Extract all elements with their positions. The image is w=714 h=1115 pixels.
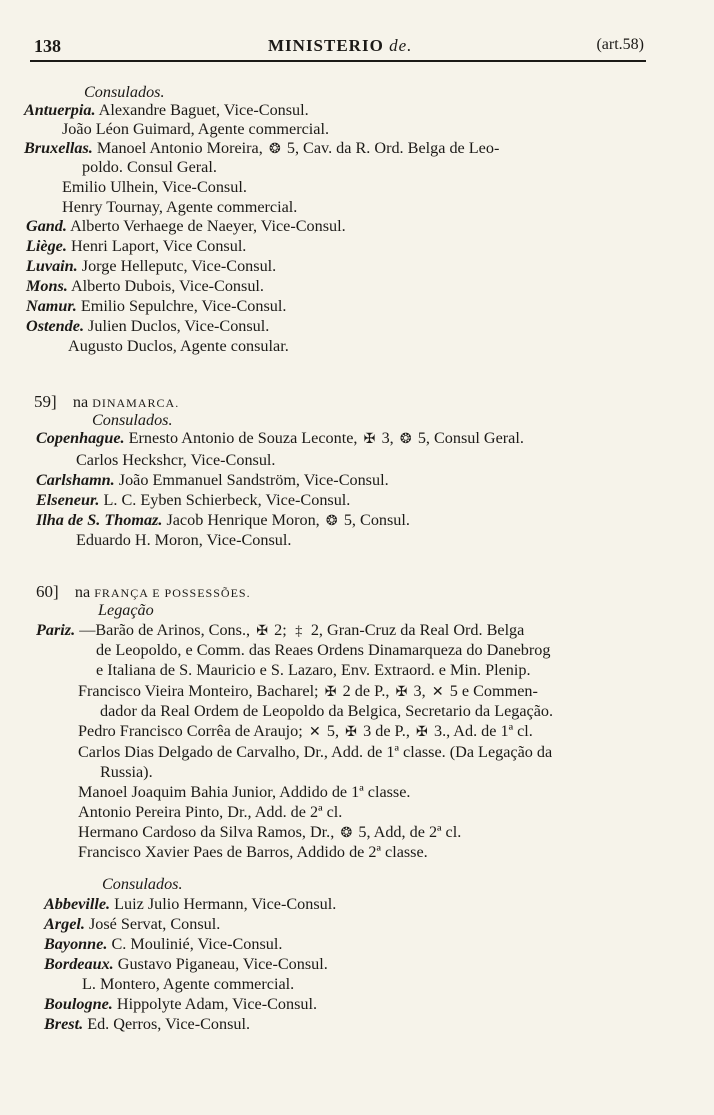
entry-line xyxy=(36,510,410,532)
entry-line xyxy=(36,428,524,450)
section-country: FRANÇA E POSSESSÕES. xyxy=(94,586,251,600)
entry-text: 5, Add, de 2ª cl. xyxy=(354,823,462,841)
city-name: Abbeville. xyxy=(44,895,111,913)
city-name: Boulogne. xyxy=(44,995,113,1013)
city-name: Brest. xyxy=(44,1015,84,1033)
entry-line: Manoel Joaquim Bahia Junior, Addido de 1ª classe. xyxy=(78,783,411,801)
entry-text: Emilio Sepulchre, Vice-Consul. xyxy=(76,297,287,315)
order-cross-icon: ✠ xyxy=(363,432,376,447)
city-name: Antuerpia. xyxy=(24,101,96,119)
entry-text: 5, Cav. da R. Ord. Belga de Leo- xyxy=(282,139,500,157)
city-name: Mons. xyxy=(26,277,68,295)
entry-text: 3, xyxy=(409,682,430,700)
entry-line xyxy=(44,914,220,934)
entry-line xyxy=(78,822,461,844)
entry-line xyxy=(44,934,282,954)
entry-line: e Italiana de S. Mauricio e S. Lazaro, Env. Extraord. e Min. Plenip. xyxy=(96,661,531,679)
city-name: Namur. xyxy=(26,297,77,315)
section-heading-consulados: Consulados. xyxy=(102,875,183,893)
rosette-icon: ❂ xyxy=(399,432,412,447)
entry-line xyxy=(44,1014,250,1034)
entry-text: Manoel Antonio Moreira, xyxy=(92,139,267,157)
section-heading-legacao: Legação xyxy=(98,601,154,619)
entry-text: Luiz Julio Hermann, Vice-Consul. xyxy=(110,895,337,913)
entry-text: 3., Ad. de 1ª cl. xyxy=(429,722,533,740)
rosette-icon: ❂ xyxy=(325,514,338,529)
article-reference: (art.58) xyxy=(596,36,644,53)
entry-line xyxy=(36,470,389,490)
entry-line xyxy=(44,994,317,1014)
entry-line: poldo. Consul Geral. xyxy=(82,158,217,176)
city-name: Ostende. xyxy=(26,317,84,335)
entry-text: Ed. Qerros, Vice-Consul. xyxy=(83,1015,251,1033)
city-name: Elseneur. xyxy=(36,491,100,509)
entry-line: Augusto Duclos, Agente consular. xyxy=(68,337,289,355)
entry-line: Francisco Xavier Paes de Barros, Addido de 2ª classe. xyxy=(78,843,428,861)
city-name: Ilha de S. Thomaz. xyxy=(36,511,163,529)
star-icon: ✕ xyxy=(308,725,321,740)
entry-text: 5 e Commen- xyxy=(445,682,538,700)
entry-text: Jacob Henrique Moron, xyxy=(162,511,324,529)
entry-text: Pedro Francisco Corrêa de Araujo; xyxy=(78,722,307,740)
city-name: Carlshamn. xyxy=(36,471,115,489)
city-name: Bayonne. xyxy=(44,935,108,953)
city-name: Bordeaux. xyxy=(44,955,114,973)
entry-text: 2; xyxy=(270,621,291,639)
entry-text: Alexandre Baguet, Vice-Consul. xyxy=(95,101,309,119)
city-name: Liège. xyxy=(26,237,67,255)
section-country: DINAMARCA. xyxy=(92,396,180,410)
entry-text: Ernesto Antonio de Souza Leconte, xyxy=(124,429,362,447)
entry-line xyxy=(78,681,538,703)
section-heading-consulados: Consulados. xyxy=(84,83,165,101)
rosette-icon: ❂ xyxy=(340,826,353,841)
entry-text: Jorge Helleputc, Vice-Consul. xyxy=(77,257,277,275)
running-title-main: MINISTERIO xyxy=(268,36,384,55)
entry-text: 5, Consul. xyxy=(339,511,410,529)
order-cross-icon: ✠ xyxy=(416,725,428,740)
entry-text: 3, xyxy=(377,429,398,447)
section-prefix: na xyxy=(74,583,91,601)
entry-text: Alberto Verhaege de Naeyer, Vice-Consul. xyxy=(66,217,346,235)
entry-line: Henry Tournay, Agente commercial. xyxy=(62,198,298,216)
entry-text: Hippolyte Adam, Vice-Consul. xyxy=(112,995,318,1013)
entry-line: L. Montero, Agente commercial. xyxy=(82,975,295,993)
entry-line xyxy=(26,216,346,236)
city-name: Pariz. xyxy=(36,621,76,639)
entry-line: Russia). xyxy=(100,763,153,781)
city-name: Copenhague. xyxy=(36,429,125,447)
running-title xyxy=(268,36,412,56)
order-cross-icon: ✠ xyxy=(345,725,357,740)
entry-text: 2, Gran-Cruz da Real Ord. Belga xyxy=(306,621,525,639)
entry-text: Henri Laport, Vice Consul. xyxy=(66,237,247,255)
order-cross-icon: ✠ xyxy=(256,624,268,639)
entry-line xyxy=(44,894,336,914)
entry-line xyxy=(26,296,286,316)
entry-line xyxy=(26,276,264,296)
section-heading-consulados: Consulados. xyxy=(92,411,173,429)
entry-text: L. C. Eyben Schierbeck, Vice-Consul. xyxy=(99,491,351,509)
entry-line xyxy=(36,490,350,510)
page-number: 138 xyxy=(34,36,61,56)
entry-line: Eduardo H. Moron, Vice-Consul. xyxy=(76,531,292,549)
page-header xyxy=(30,34,646,62)
running-title-suffix: de. xyxy=(389,36,413,55)
double-dagger-icon: ‡ xyxy=(295,624,303,639)
entry-text: 5, Consul Geral. xyxy=(413,429,524,447)
entry-text: —Barão de Arinos, Cons., xyxy=(75,621,255,639)
entry-text: 5, xyxy=(322,722,344,740)
entry-text: 2 de P., xyxy=(338,682,394,700)
entry-text: 3 de P., xyxy=(359,722,414,740)
order-cross-icon: ✠ xyxy=(395,685,408,700)
entry-line: Emilio Ulhein, Vice-Consul. xyxy=(62,178,247,196)
order-cross-icon: ✠ xyxy=(324,685,337,700)
entry-line: dador da Real Ordem de Leopoldo da Belgica, Secretario da Legação. xyxy=(100,702,554,720)
entry-line xyxy=(36,620,524,642)
city-name: Luvain. xyxy=(26,257,78,275)
rosette-icon: ❂ xyxy=(268,142,281,157)
entry-line xyxy=(26,316,269,336)
entry-line xyxy=(26,256,276,276)
entry-text: Gustavo Piganeau, Vice-Consul. xyxy=(113,955,328,973)
section-number: 59] xyxy=(34,392,57,411)
entry-text: João Emmanuel Sandström, Vice-Consul. xyxy=(114,471,389,489)
city-name: Gand. xyxy=(26,217,67,235)
entry-line: Antonio Pereira Pinto, Dr., Add. de 2ª cl. xyxy=(78,803,343,821)
section-number: 60] xyxy=(36,582,59,601)
entry-text: José Servat, Consul. xyxy=(84,915,221,933)
entry-text: Hermano Cardoso da Silva Ramos, Dr., xyxy=(78,823,339,841)
entry-line xyxy=(24,100,309,120)
entry-text: C. Moulinié, Vice-Consul. xyxy=(107,935,283,953)
entry-line: Carlos Heckshcr, Vice-Consul. xyxy=(76,451,276,469)
entry-line: João Léon Guimard, Agente commercial. xyxy=(62,120,330,138)
entry-line: Carlos Dias Delgado de Carvalho, Dr., Add. de 1ª classe. (Da Legação da xyxy=(78,743,553,761)
entry-line: de Leopoldo, e Comm. das Reaes Ordens Dinamarqueza do Danebrog xyxy=(96,641,551,659)
star-icon: ✕ xyxy=(431,685,444,700)
city-name: Argel. xyxy=(44,915,85,933)
city-name: Bruxellas. xyxy=(24,139,93,157)
entry-text: Julien Duclos, Vice-Consul. xyxy=(84,317,270,335)
entry-text: Alberto Dubois, Vice-Consul. xyxy=(67,277,264,295)
entry-line xyxy=(44,954,328,974)
entry-line xyxy=(26,236,246,256)
section-prefix: na xyxy=(72,393,89,411)
entry-text: Francisco Vieira Monteiro, Bacharel; xyxy=(78,682,323,700)
entry-line xyxy=(78,721,533,743)
